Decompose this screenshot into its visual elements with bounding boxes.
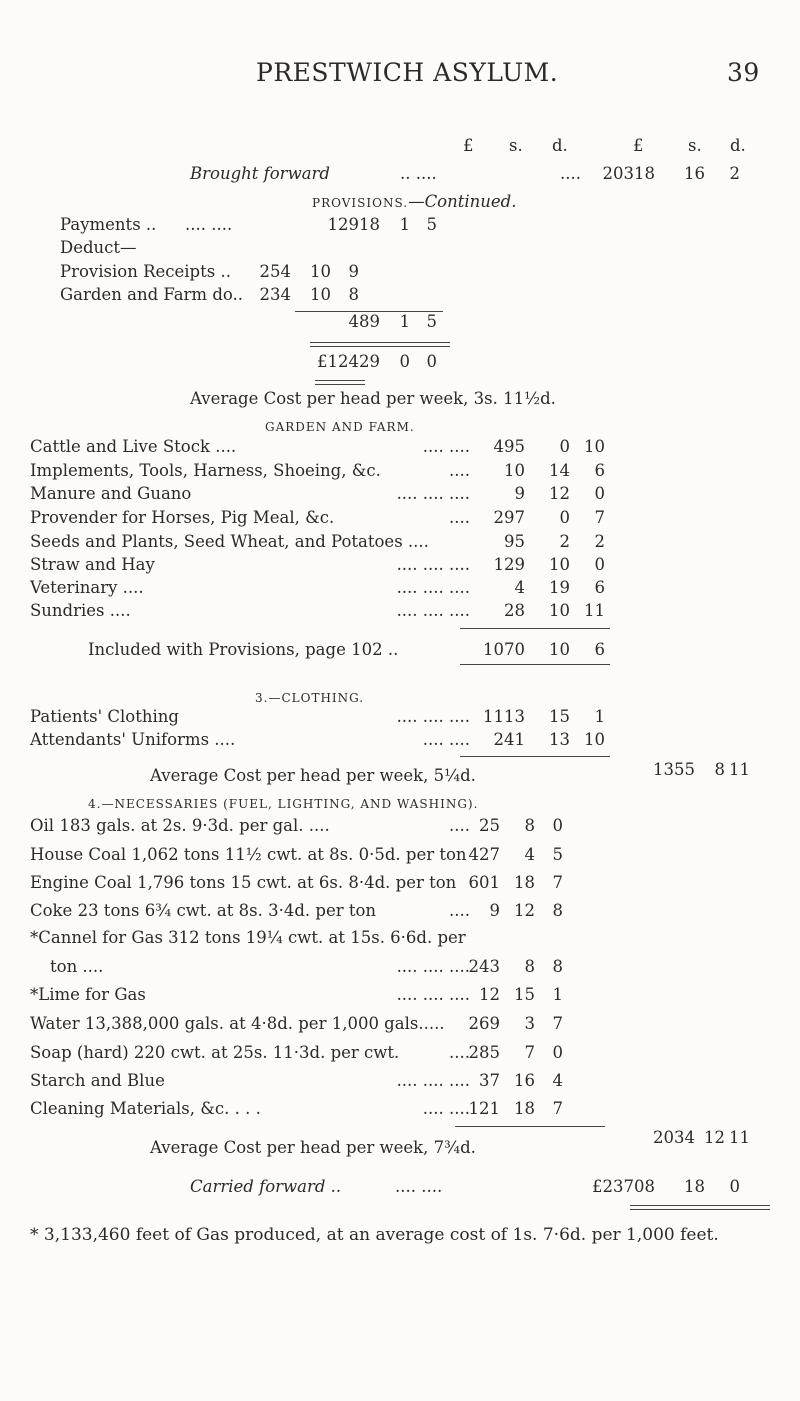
provision-receipts-pence: 9: [348, 262, 359, 281]
clothing-item-pounds: 241: [493, 730, 525, 749]
leader: .... .... ....: [396, 555, 470, 574]
garden-farm-item-pounds: 129: [493, 555, 525, 574]
col-pounds-1: £: [463, 136, 474, 155]
payments-pence: 5: [426, 215, 437, 234]
necessaries-item-shillings: 8: [524, 816, 535, 835]
leader: ....: [449, 461, 470, 480]
net-provisions-pounds: £12429: [317, 352, 380, 371]
page-number: 39: [727, 58, 760, 87]
rule: [460, 664, 610, 665]
garden-farm-item-pounds: 9: [514, 484, 525, 503]
necessaries-item-shillings: 18: [514, 873, 535, 892]
clothing-item-shillings: 13: [549, 730, 570, 749]
leader: ....: [449, 901, 470, 920]
leader: .... .... ....: [396, 707, 470, 726]
leader: .... ....: [422, 437, 470, 456]
garden-farm-item-label: Seeds and Plants, Seed Wheat, and Potatoes ....: [30, 532, 429, 551]
necessaries-item-pounds: 601: [468, 873, 500, 892]
garden-farm-item-pounds: 10: [504, 461, 525, 480]
included-pence: 6: [594, 640, 605, 659]
leader: .... ....: [422, 730, 470, 749]
necessaries-item-pence: 7: [552, 1099, 563, 1118]
leader: .... ....: [422, 1099, 470, 1118]
necessaries-item-label: Cleaning Materials, &c. . . .: [30, 1099, 261, 1118]
included-pounds: 1070: [483, 640, 525, 659]
garden-farm-item-pounds: 495: [493, 437, 525, 456]
leader: .... .... ....: [396, 985, 470, 1004]
clothing-item-shillings: 15: [549, 707, 570, 726]
payments-label: Payments ..: [60, 215, 157, 234]
leader: .... ....: [185, 215, 233, 234]
necessaries-item-pence: 5: [552, 845, 563, 864]
necessaries-item-shillings: 4: [524, 845, 535, 864]
necessaries-item-label: Engine Coal 1,796 tons 15 cwt. at 6s. 8·4d. per ton: [30, 873, 457, 892]
garden-farm-item-label: Provender for Horses, Pig Meal, &c.: [30, 508, 335, 527]
necessaries-item-shillings: 16: [514, 1071, 535, 1090]
garden-farm-item-label: Sundries ....: [30, 601, 131, 620]
necessaries-item-pence: 1: [552, 985, 563, 1004]
provisions-average: Average Cost per head per week, 3s. 11½d.: [190, 389, 556, 408]
necessaries-total-shillings: 12: [704, 1128, 725, 1147]
garden-farm-item-pence: 7: [594, 508, 605, 527]
necessaries-item-pounds: 9: [489, 901, 500, 920]
col-pounds-2: £: [633, 136, 644, 155]
included-shillings: 10: [549, 640, 570, 659]
leader: .. ....: [400, 164, 437, 183]
necessaries-item-pounds: 269: [468, 1014, 500, 1033]
clothing-item-label: Attendants' Uniforms ....: [30, 730, 236, 749]
deduct-total-shillings: 1: [399, 312, 410, 331]
necessaries-item-pounds: 243: [468, 957, 500, 976]
clothing-item-pence: 10: [584, 730, 605, 749]
necessaries-heading: 4.—NECESSARIES (FUEL, LIGHTING, AND WASHING).: [88, 797, 479, 811]
leader: .... .... ....: [396, 484, 470, 503]
necessaries-item-label: Soap (hard) 220 cwt. at 25s. 11·3d. per cwt.: [30, 1043, 400, 1062]
necessaries-item-pounds: 121: [468, 1099, 500, 1118]
payments-shillings: 1: [399, 215, 410, 234]
footnote: * 3,133,460 feet of Gas produced, at an average cost of 1s. 7·6d. per 1,000 feet.: [30, 1225, 719, 1245]
necessaries-item-pence: 0: [552, 816, 563, 835]
necessaries-item-label: Oil 183 gals. at 2s. 9·3d. per gal. ....: [30, 816, 330, 835]
garden-farm-item-pounds: 4: [514, 578, 525, 597]
carried-forward-shillings: 18: [684, 1177, 705, 1196]
rule: [460, 756, 610, 757]
necessaries-item-label: Coke 23 tons 6¾ cwt. at 8s. 3·4d. per ton: [30, 901, 377, 920]
necessaries-item-pence: 7: [552, 873, 563, 892]
carried-forward-label: Carried forward ..: [190, 1177, 342, 1196]
garden-farm-item-label: Implements, Tools, Harness, Shoeing, &c.: [30, 461, 381, 480]
garden-farm-item-label: Straw and Hay: [30, 555, 155, 574]
garden-farm-item-pence: 0: [594, 484, 605, 503]
clothing-average: Average Cost per head per week, 5¼d.: [150, 766, 476, 785]
brought-forward-pence: 2: [729, 164, 740, 183]
necessaries-item-pence: 4: [552, 1071, 563, 1090]
garden-farm-item-pounds: 28: [504, 601, 525, 620]
garden-farm-item-shillings: 19: [549, 578, 570, 597]
col-pence-1: d.: [552, 136, 568, 155]
carried-forward-pence: 0: [729, 1177, 740, 1196]
garden-farm-item-pence: 11: [584, 601, 605, 620]
rule: [455, 1126, 605, 1127]
provision-receipts-pounds: 254: [259, 262, 291, 281]
running-title: PRESTWICH ASYLUM.: [256, 58, 559, 87]
necessaries-item-pence: 0: [552, 1043, 563, 1062]
garden-farm-item-shillings: 0: [559, 508, 570, 527]
necessaries-item-shillings: 12: [514, 901, 535, 920]
deduct-total-pence: 5: [426, 312, 437, 331]
necessaries-item-shillings: 18: [514, 1099, 535, 1118]
leader: .... ....: [395, 1177, 443, 1196]
garden-farm-item-shillings: 10: [549, 555, 570, 574]
garden-farm-item-shillings: 14: [549, 461, 570, 480]
necessaries-item-pounds: 285: [468, 1043, 500, 1062]
clothing-item-pence: 1: [594, 707, 605, 726]
necessaries-average: Average Cost per head per week, 7¾d.: [150, 1138, 476, 1157]
double-rule: [630, 1205, 770, 1210]
provision-receipts-shillings: 10: [310, 262, 331, 281]
clothing-total-pounds: 1355: [653, 760, 695, 779]
clothing-total-pence: 11: [729, 760, 750, 779]
clothing-item-label: Patients' Clothing: [30, 707, 179, 726]
necessaries-item-pounds: 12: [479, 985, 500, 1004]
necessaries-item-shillings: 3: [524, 1014, 535, 1033]
brought-forward-label: Brought forward: [190, 164, 330, 183]
necessaries-total-pounds: 2034: [653, 1128, 695, 1147]
leader: ....: [449, 1043, 470, 1062]
brought-forward-shillings: 16: [684, 164, 705, 183]
garden-farm-heading: GARDEN AND FARM.: [265, 420, 415, 434]
leader: .... .... ....: [396, 1071, 470, 1090]
garden-farm-item-label: Cattle and Live Stock ....: [30, 437, 237, 456]
net-provisions-shillings: 0: [399, 352, 410, 371]
garden-farm-item-shillings: 2: [559, 532, 570, 551]
garden-farm-pence: 8: [348, 285, 359, 304]
col-shillings-2: s.: [688, 136, 702, 155]
necessaries-item-shillings: 8: [524, 957, 535, 976]
garden-farm-item-shillings: 0: [559, 437, 570, 456]
necessaries-item-shillings: 7: [524, 1043, 535, 1062]
necessaries-item-pounds: 25: [479, 816, 500, 835]
necessaries-item-pence: 8: [552, 901, 563, 920]
brought-forward-pounds: 20318: [602, 164, 655, 183]
garden-farm-item-label: Manure and Guano: [30, 484, 192, 503]
leader: ....: [560, 164, 581, 183]
garden-farm-item-pence: 6: [594, 578, 605, 597]
provisions-heading-sc: PROVISIONS.: [312, 196, 409, 210]
clothing-total-shillings: 8: [714, 760, 725, 779]
necessaries-item-label: House Coal 1,062 tons 11½ cwt. at 8s. 0·5d. per ton: [30, 845, 467, 864]
provision-receipts-label: Provision Receipts ..: [60, 262, 231, 281]
garden-farm-item-shillings: 10: [549, 601, 570, 620]
clothing-heading: 3.—CLOTHING.: [255, 691, 365, 705]
garden-farm-pounds: 234: [259, 285, 291, 304]
necessaries-item-pence: 7: [552, 1014, 563, 1033]
garden-farm-label: Garden and Farm do..: [60, 285, 244, 304]
garden-farm-item-pence: 0: [594, 555, 605, 574]
leader: ....: [449, 508, 470, 527]
leader: ....: [449, 816, 470, 835]
necessaries-item-label: Water 13,388,000 gals. at 4·8d. per 1,000 gals.....: [30, 1014, 445, 1033]
garden-farm-item-pounds: 95: [504, 532, 525, 551]
leader: .... .... ....: [396, 578, 470, 597]
garden-farm-item-pence: 6: [594, 461, 605, 480]
double-rule: [315, 380, 365, 385]
provisions-heading: [312, 192, 516, 211]
necessaries-total-pence: 11: [729, 1128, 750, 1147]
garden-farm-item-pounds: 297: [493, 508, 525, 527]
deduct-total-pounds: 489: [348, 312, 380, 331]
double-rule: [310, 342, 450, 347]
cannel-label-line1: *Cannel for Gas 312 tons 19¼ cwt. at 15s. 6·6d. per: [30, 928, 466, 947]
col-shillings-1: s.: [509, 136, 523, 155]
necessaries-item-pounds: 427: [468, 845, 500, 864]
garden-farm-item-shillings: 12: [549, 484, 570, 503]
garden-farm-item-label: Veterinary ....: [30, 578, 144, 597]
clothing-item-pounds: 1113: [483, 707, 525, 726]
necessaries-item-label: *Lime for Gas: [30, 985, 146, 1004]
included-label: Included with Provisions, page 102 ..: [88, 640, 399, 659]
leader: .... .... ....: [396, 601, 470, 620]
necessaries-item-shillings: 15: [514, 985, 535, 1004]
necessaries-item-label: Starch and Blue: [30, 1071, 165, 1090]
garden-farm-shillings: 10: [310, 285, 331, 304]
deduct-label: Deduct—: [60, 238, 137, 257]
net-provisions-pence: 0: [426, 352, 437, 371]
necessaries-item-pence: 8: [552, 957, 563, 976]
provisions-heading-continued: —Continued.: [408, 192, 517, 211]
leader: .... .... ....: [396, 957, 470, 976]
col-pence-2: d.: [730, 136, 746, 155]
payments-pounds: 12918: [327, 215, 380, 234]
necessaries-item-label: ton ....: [50, 957, 104, 976]
rule: [460, 628, 610, 629]
garden-farm-item-pence: 2: [594, 532, 605, 551]
garden-farm-item-pence: 10: [584, 437, 605, 456]
necessaries-item-pounds: 37: [479, 1071, 500, 1090]
carried-forward-pounds: £23708: [592, 1177, 655, 1196]
